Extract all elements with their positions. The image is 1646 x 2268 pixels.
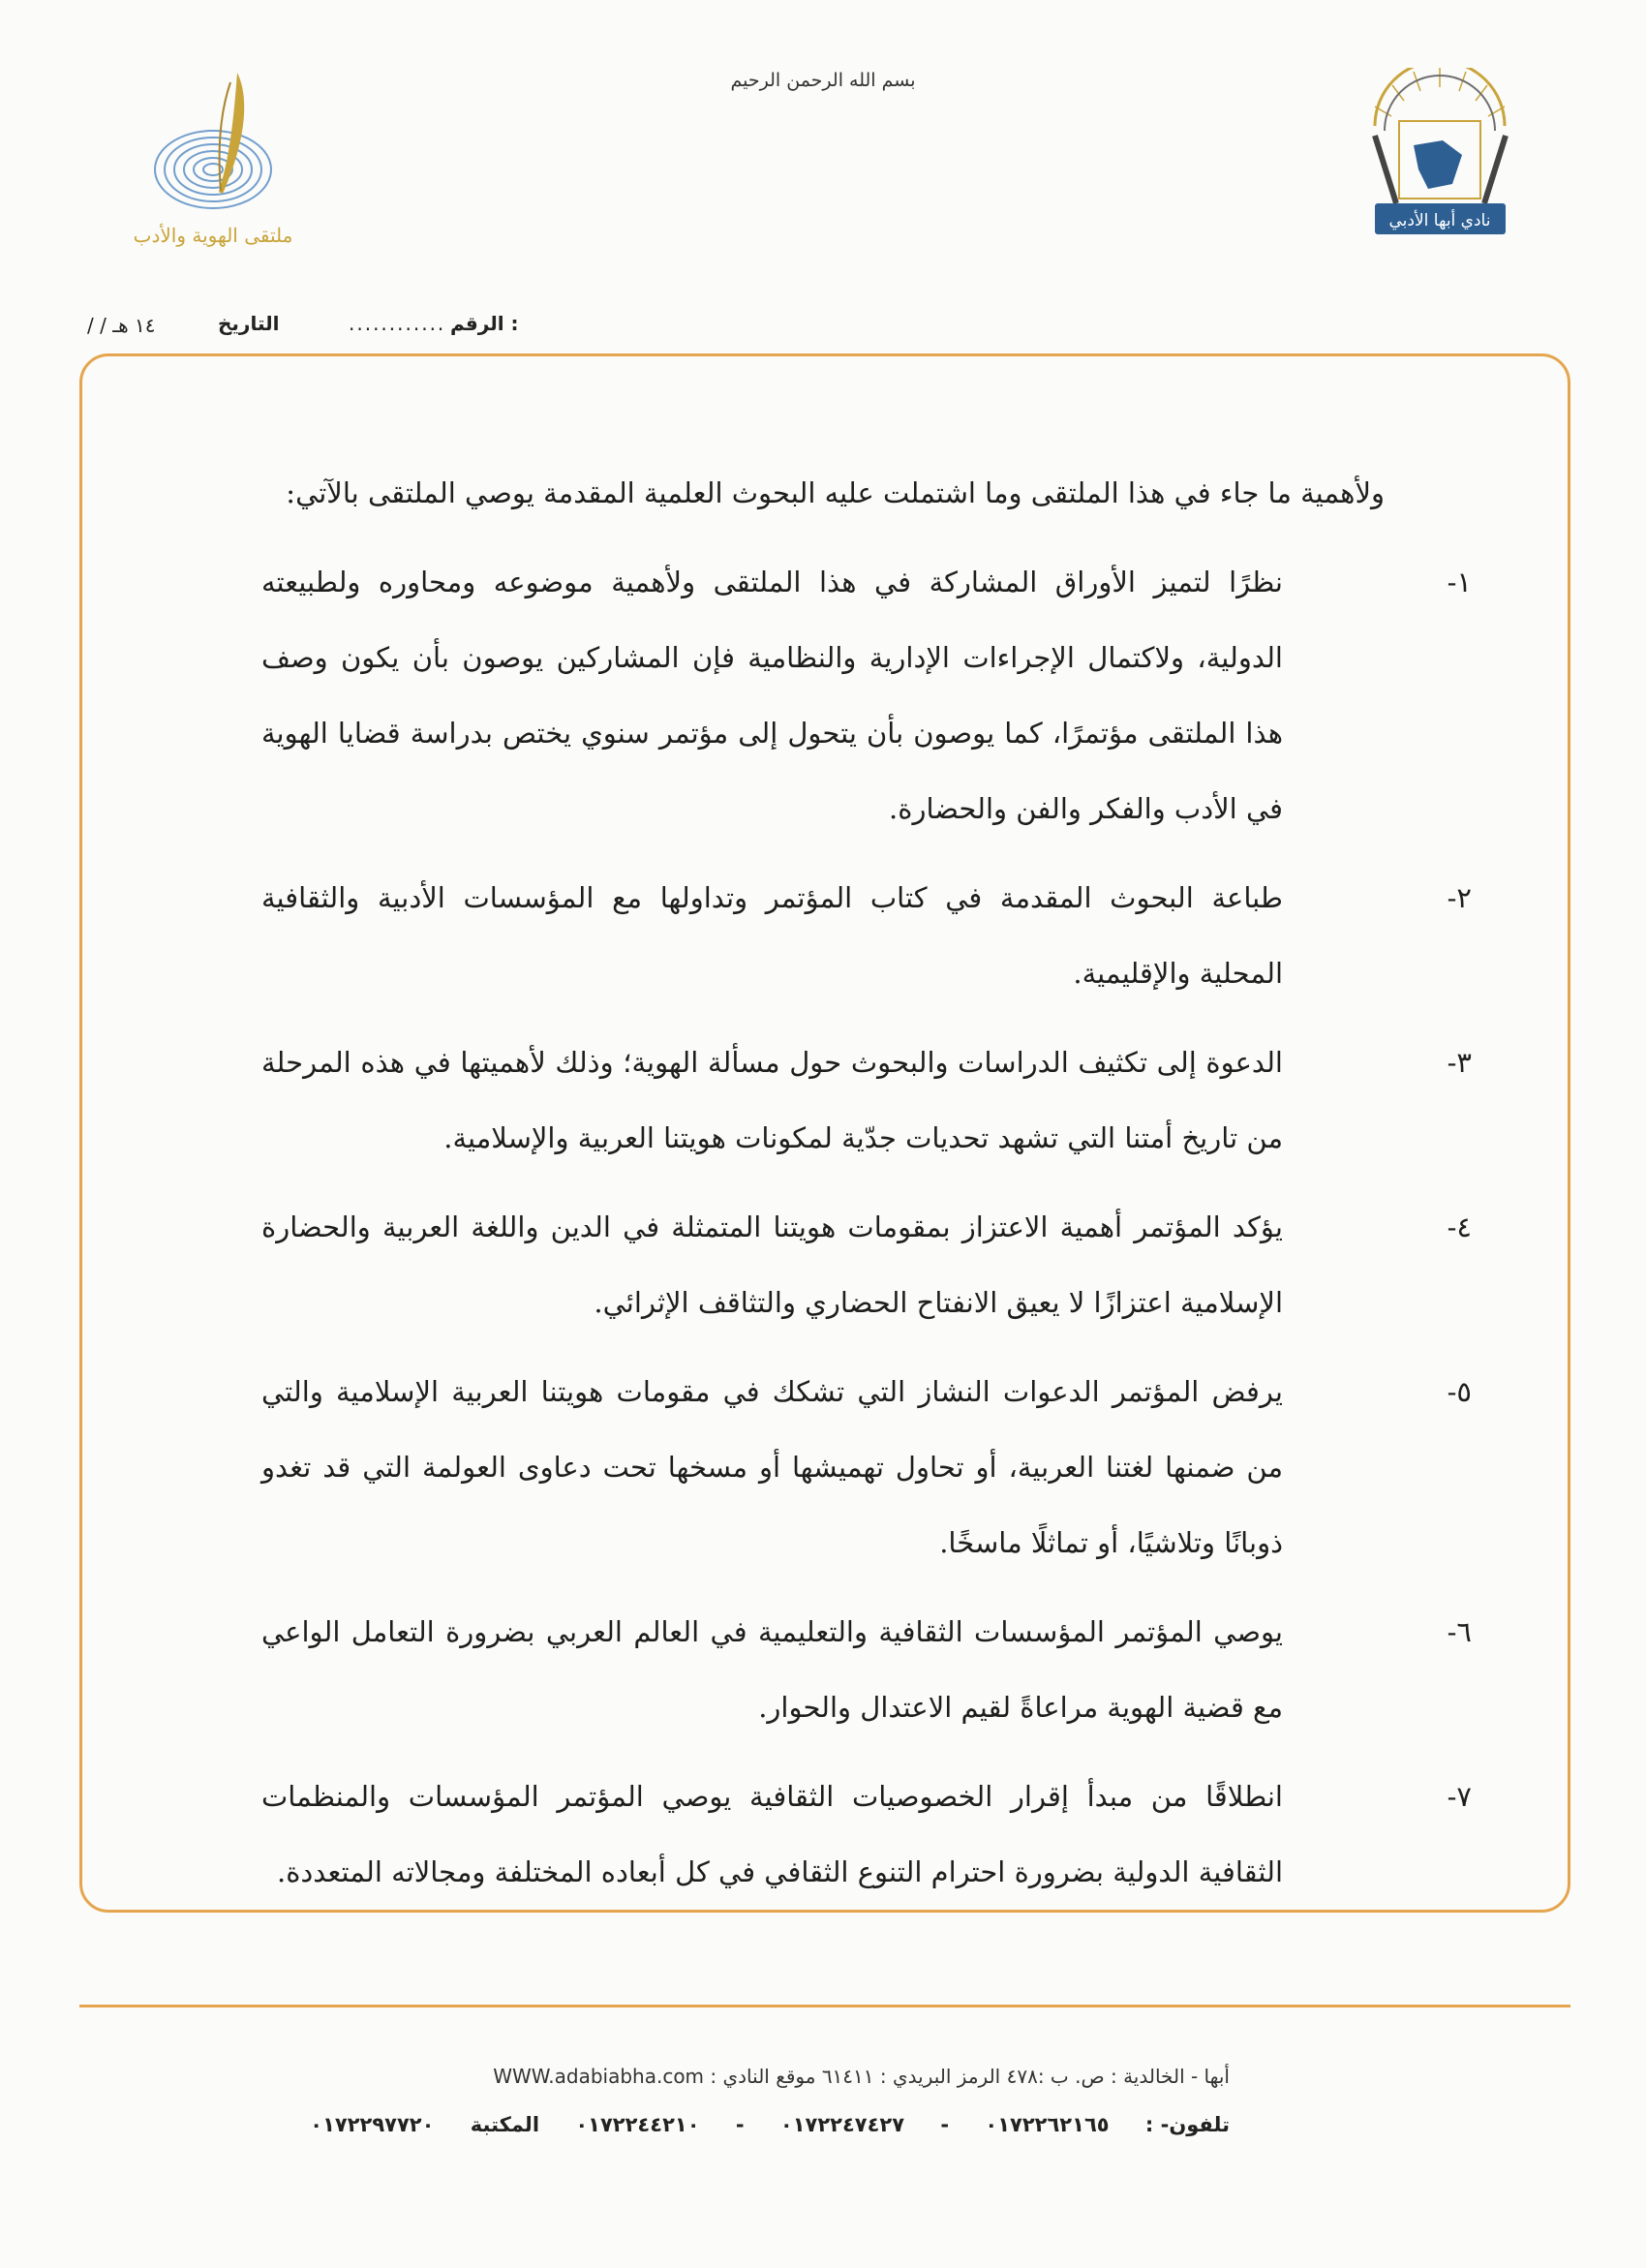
phone-separator: - — [735, 2113, 745, 2136]
number-label: الرقم : — [450, 312, 519, 335]
quill-fingerprint-icon — [126, 63, 295, 257]
recommendation-item — [261, 860, 1472, 1011]
left-logo-text: ملتقى الهوية والأدب — [133, 224, 293, 247]
phone-number: ٠١٧٢٢٤٧٤٢٧ — [779, 2113, 905, 2136]
item-text: يؤكد المؤتمر أهمية الاعتزاز بمقومات هويتنا المتمثلة في الدين واللغة العربية والحضارة الإسلامية اعتزازًا لا يعيق الانفتاح الحضاري والتثاقف الإثرائي. — [261, 1211, 1283, 1319]
item-number: ٢- — [1447, 881, 1472, 914]
phone-number: ٠١٧٢٢٦٢١٦٥ — [985, 2113, 1110, 2136]
item-number: ٥- — [1447, 1375, 1472, 1408]
footer-address: أبها - الخالدية : ص. ب :٤٧٨ الرمز البريدي : ٦١٤١١ موقع النادي : WWW.adabiabha.com — [493, 2065, 1230, 2088]
item-text: يوصي المؤتمر المؤسسات الثقافية والتعليمية في العالم العربي بضرورة التعامل الواعي مع قضية الهوية مراعاةً لقيم الاعتدال والحوار. — [261, 1615, 1283, 1724]
reference-row — [0, 312, 1646, 351]
phone-number: ٠١٧٢٢٩٧٧٢٠ — [310, 2113, 435, 2136]
club-emblem-icon — [1356, 68, 1525, 247]
number-value: ............ — [349, 312, 446, 335]
phone-separator: - — [940, 2113, 950, 2136]
library-label: المكتبة — [470, 2113, 540, 2136]
phone-label: تلفون- : — [1144, 2113, 1230, 2136]
item-text: طباعة البحوث المقدمة في كتاب المؤتمر وتداولها مع المؤسسات الأدبية والثقافية المحلية والإقليمية. — [261, 881, 1283, 990]
recommendation-item — [261, 544, 1472, 846]
recommendation-item — [261, 1354, 1472, 1580]
recommendation-item — [261, 1594, 1472, 1745]
footer-phones — [310, 2113, 1230, 2136]
item-number: ١- — [1447, 566, 1472, 598]
item-text: نظرًا لتميز الأوراق المشاركة في هذا الملتقى ولأهمية موضوعه ومحاوره ولطبيعته الدولية، ولاكتمال الإجراءات الإدارية والنظامية فإن المشاركين يوصون بأن يكون وصف هذا الملتقى مؤتمرًا، كما يوصون بأن يتحول إلى مؤتمر سنوي يختص بدراسة قضايا الهوية في الأدب والفكر والفن والحضارة. — [261, 566, 1283, 825]
footer-divider — [79, 2005, 1570, 2007]
right-logo-text: نادي أبها الأدبي — [1388, 211, 1491, 230]
date-label: التاريخ — [218, 312, 280, 335]
recommendation-item — [261, 1759, 1472, 1910]
item-text: انطلاقًا من مبدأ إقرار الخصوصيات الثقافية يوصي المؤتمر المؤسسات والمنظمات الثقافية الدولية بضرورة احترام التنوع الثقافي في كل أبعاده المختلفة ومجالاته المتعددة. — [261, 1780, 1283, 1888]
item-number: ٦- — [1447, 1615, 1472, 1648]
recommendation-item — [261, 1189, 1472, 1340]
item-text: الدعوة إلى تكثيف الدراسات والبحوث حول مسألة الهوية؛ وذلك لأهميتها في هذه المرحلة من تاريخ أمتنا التي تشهد تحديات جدّية لمكونات هويتنا العربية والإسلامية. — [261, 1046, 1283, 1154]
intro-paragraph: ولأهمية ما جاء في هذا الملتقى وما اشتملت عليه البحوث العلمية المقدمة يوصي الملتقى بالآتي: — [286, 476, 1385, 509]
quill-fingerprint-logo — [126, 63, 295, 257]
basmala-heading: بسم الله الرحمن الرحيم — [730, 70, 916, 91]
item-number: ٧- — [1447, 1780, 1472, 1813]
item-number: ٣- — [1447, 1046, 1472, 1079]
phone-number: ٠١٧٢٢٤٤٢١٠ — [575, 2113, 700, 2136]
recommendations-body — [261, 455, 1472, 1923]
item-text: يرفض المؤتمر الدعوات النشاز التي تشكك في مقومات هويتنا العربية الإسلامية والتي من ضمنها لغتنا العربية، أو تحاول تهميشها أو مسخها تحت دعاوى العولمة التي قد تغدو ذوبانًا وتلاشيًا، أو تماثلًا ماسخًا. — [261, 1375, 1283, 1559]
date-value: / / ١٤ هـ — [87, 314, 156, 337]
club-emblem-logo — [1356, 68, 1525, 247]
item-number: ٤- — [1447, 1211, 1472, 1243]
recommendation-item — [261, 1025, 1472, 1176]
